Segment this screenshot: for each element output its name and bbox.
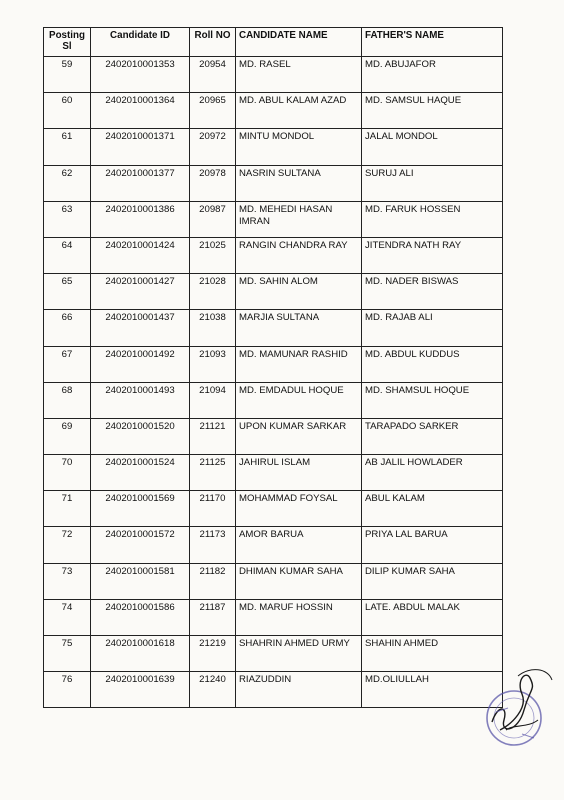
cell-candidate-name: RANGIN CHANDRA RAY — [236, 237, 362, 273]
cell-candidate-id: 2402010001493 — [91, 382, 190, 418]
candidate-table — [43, 27, 503, 708]
cell-roll-no: 20954 — [190, 57, 236, 93]
col-header-posting-sl: Posting Sl — [44, 28, 91, 57]
cell-candidate-id: 2402010001424 — [91, 237, 190, 273]
cell-posting-sl: 69 — [44, 418, 91, 454]
signature-stamp-icon — [478, 660, 558, 755]
cell-roll-no: 21219 — [190, 636, 236, 672]
cell-candidate-name: MD. EMDADUL HOQUE — [236, 382, 362, 418]
cell-candidate-name: MD. RASEL — [236, 57, 362, 93]
cell-posting-sl: 70 — [44, 455, 91, 491]
table-row — [44, 527, 503, 563]
cell-candidate-name: MINTU MONDOL — [236, 129, 362, 165]
cell-candidate-name: JAHIRUL ISLAM — [236, 455, 362, 491]
cell-roll-no: 21121 — [190, 418, 236, 454]
col-header-roll-no: Roll NO — [190, 28, 236, 57]
table-row — [44, 491, 503, 527]
table-row — [44, 165, 503, 201]
table-row — [44, 237, 503, 273]
cell-fathers-name: SHAHIN AHMED — [362, 636, 503, 672]
cell-candidate-id: 2402010001572 — [91, 527, 190, 563]
cell-candidate-id: 2402010001427 — [91, 274, 190, 310]
cell-fathers-name: MD. RAJAB ALI — [362, 310, 503, 346]
cell-candidate-name: NASRIN SULTANA — [236, 165, 362, 201]
cell-roll-no: 21025 — [190, 237, 236, 273]
cell-fathers-name: JITENDRA NATH RAY — [362, 237, 503, 273]
cell-fathers-name: MD.OLIULLAH — [362, 672, 503, 708]
cell-candidate-name: MARJIA SULTANA — [236, 310, 362, 346]
cell-candidate-name: AMOR BARUA — [236, 527, 362, 563]
table-row — [44, 455, 503, 491]
table-row — [44, 274, 503, 310]
col-header-candidate-id: Candidate ID — [91, 28, 190, 57]
cell-roll-no: 21173 — [190, 527, 236, 563]
cell-candidate-id: 2402010001581 — [91, 563, 190, 599]
cell-roll-no: 21182 — [190, 563, 236, 599]
cell-candidate-id: 2402010001386 — [91, 201, 190, 237]
cell-posting-sl: 75 — [44, 636, 91, 672]
cell-roll-no: 21028 — [190, 274, 236, 310]
table-row — [44, 310, 503, 346]
cell-posting-sl: 66 — [44, 310, 91, 346]
cell-fathers-name: ABUL KALAM — [362, 491, 503, 527]
cell-candidate-id: 2402010001371 — [91, 129, 190, 165]
cell-candidate-name: RIAZUDDIN — [236, 672, 362, 708]
cell-roll-no: 20978 — [190, 165, 236, 201]
cell-fathers-name: AB JALIL HOWLADER — [362, 455, 503, 491]
cell-candidate-name: UPON KUMAR SARKAR — [236, 418, 362, 454]
cell-roll-no: 21094 — [190, 382, 236, 418]
cell-fathers-name: MD. ABDUL KUDDUS — [362, 346, 503, 382]
cell-posting-sl: 59 — [44, 57, 91, 93]
table-row — [44, 93, 503, 129]
cell-fathers-name: JALAL MONDOL — [362, 129, 503, 165]
cell-roll-no: 21170 — [190, 491, 236, 527]
cell-candidate-id: 2402010001377 — [91, 165, 190, 201]
cell-posting-sl: 64 — [44, 237, 91, 273]
cell-candidate-id: 2402010001520 — [91, 418, 190, 454]
cell-fathers-name: DILIP KUMAR SAHA — [362, 563, 503, 599]
table-row — [44, 418, 503, 454]
cell-roll-no: 21038 — [190, 310, 236, 346]
table-row — [44, 636, 503, 672]
table-header-row — [44, 28, 503, 57]
cell-posting-sl: 73 — [44, 563, 91, 599]
cell-posting-sl: 62 — [44, 165, 91, 201]
cell-fathers-name: TARAPADO SARKER — [362, 418, 503, 454]
cell-fathers-name: MD. FARUK HOSSEN — [362, 201, 503, 237]
table-row — [44, 672, 503, 708]
cell-fathers-name: PRIYA LAL BARUA — [362, 527, 503, 563]
cell-roll-no: 20972 — [190, 129, 236, 165]
cell-candidate-name: MD. MEHEDI HASAN IMRAN — [236, 201, 362, 237]
cell-candidate-id: 2402010001353 — [91, 57, 190, 93]
cell-candidate-name: DHIMAN KUMAR SAHA — [236, 563, 362, 599]
cell-candidate-name: MOHAMMAD FOYSAL — [236, 491, 362, 527]
cell-posting-sl: 60 — [44, 93, 91, 129]
cell-candidate-id: 2402010001364 — [91, 93, 190, 129]
cell-candidate-id: 2402010001618 — [91, 636, 190, 672]
cell-posting-sl: 67 — [44, 346, 91, 382]
cell-roll-no: 21093 — [190, 346, 236, 382]
table-row — [44, 346, 503, 382]
cell-candidate-id: 2402010001492 — [91, 346, 190, 382]
table-row — [44, 563, 503, 599]
cell-posting-sl: 65 — [44, 274, 91, 310]
cell-fathers-name: MD. SHAMSUL HOQUE — [362, 382, 503, 418]
table-row — [44, 57, 503, 93]
col-header-fathers-name: FATHER'S NAME — [362, 28, 503, 57]
col-header-candidate-name: CANDIDATE NAME — [236, 28, 362, 57]
cell-candidate-id: 2402010001639 — [91, 672, 190, 708]
cell-roll-no: 20965 — [190, 93, 236, 129]
cell-posting-sl: 72 — [44, 527, 91, 563]
cell-candidate-id: 2402010001524 — [91, 455, 190, 491]
cell-fathers-name: SURUJ ALI — [362, 165, 503, 201]
cell-candidate-id: 2402010001586 — [91, 599, 190, 635]
cell-candidate-id: 2402010001437 — [91, 310, 190, 346]
cell-candidate-name: SHAHRIN AHMED URMY — [236, 636, 362, 672]
cell-candidate-name: MD. MAMUNAR RASHID — [236, 346, 362, 382]
cell-posting-sl: 71 — [44, 491, 91, 527]
cell-roll-no: 21240 — [190, 672, 236, 708]
cell-fathers-name: MD. SAMSUL HAQUE — [362, 93, 503, 129]
cell-fathers-name: MD. ABUJAFOR — [362, 57, 503, 93]
cell-posting-sl: 68 — [44, 382, 91, 418]
cell-candidate-name: MD. SAHIN ALOM — [236, 274, 362, 310]
cell-fathers-name: MD. NADER BISWAS — [362, 274, 503, 310]
cell-roll-no: 21125 — [190, 455, 236, 491]
cell-candidate-name: MD. MARUF HOSSIN — [236, 599, 362, 635]
table-row — [44, 599, 503, 635]
cell-posting-sl: 61 — [44, 129, 91, 165]
cell-posting-sl: 74 — [44, 599, 91, 635]
cell-candidate-id: 2402010001569 — [91, 491, 190, 527]
cell-posting-sl: 76 — [44, 672, 91, 708]
table-row — [44, 201, 503, 237]
cell-posting-sl: 63 — [44, 201, 91, 237]
table-row — [44, 129, 503, 165]
table-row — [44, 382, 503, 418]
cell-roll-no: 21187 — [190, 599, 236, 635]
cell-roll-no: 20987 — [190, 201, 236, 237]
cell-fathers-name: LATE. ABDUL MALAK — [362, 599, 503, 635]
cell-candidate-name: MD. ABUL KALAM AZAD — [236, 93, 362, 129]
